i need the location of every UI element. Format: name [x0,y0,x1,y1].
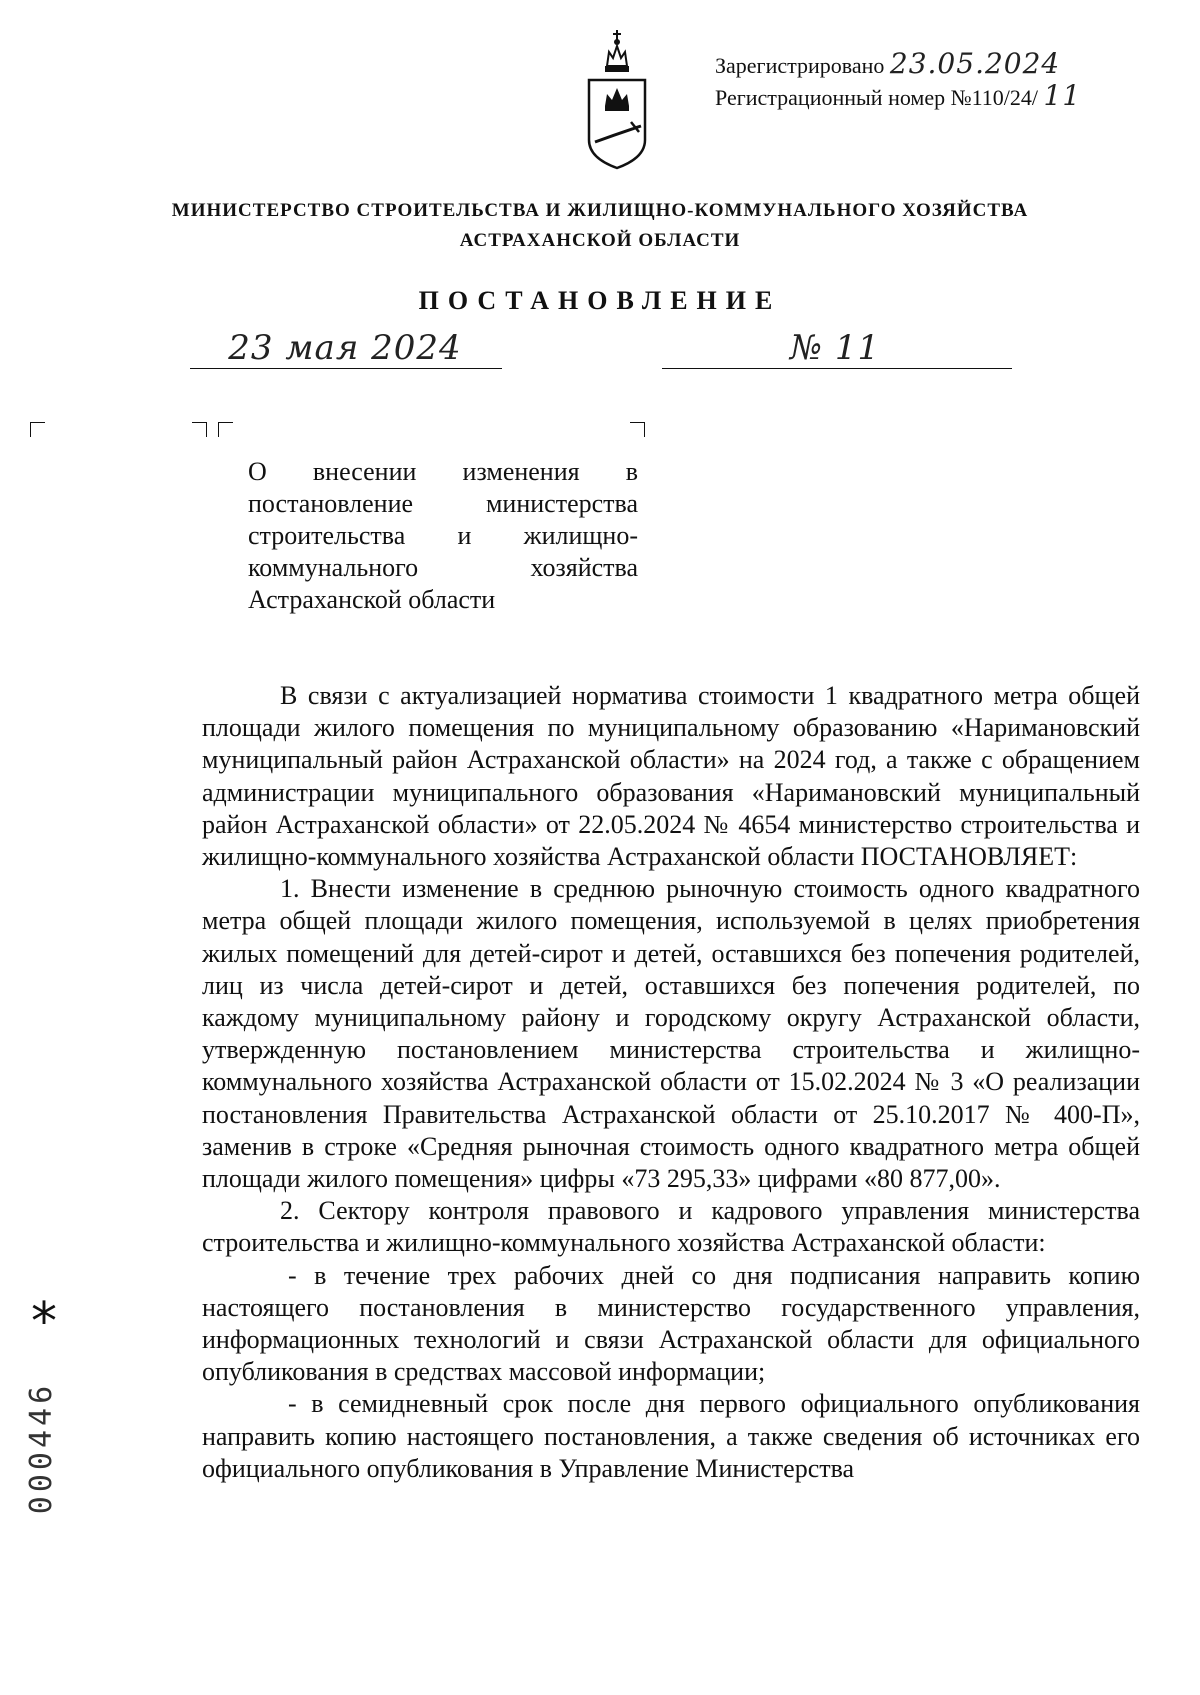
registration-date-line [715,47,1061,80]
document-body [202,680,1140,1485]
body-paragraph-item-2: 2. Сектору контроля правового и кадрового управления министерства строительства и жилищно-коммунального хозяйства Астраханской области: [202,1196,1140,1258]
body-paragraph-preamble: В связи с актуализацией норматива стоимости 1 квадратного метра общей площади жилого помещения по муниципальному образованию «Наримановский муниципальный район Астраханской области» на 2024 год, а также с обращением администрации муниципального образования «Наримановский муниципальный район Астраханской области» от 22.05.2024 № 4654 министерство строительства и жилищно-коммунального хозяйства Астраханской области ПОСТАНОВЛЯЕТ: [202,681,1140,872]
document-number-field [660,328,1010,368]
left-corner-mark [30,422,45,437]
body-paragraph-dash-2: - в семидневный срок после дня первого официального опубликования направить копию настоящего постановления, а также сведения об источниках его официального опубликования в Управление Министерства [202,1389,1140,1483]
document-type-title: ПОСТАНОВЛЕНИЕ [418,286,782,315]
margin-asterisk: * [31,1292,57,1352]
subject-corner-mark-1 [192,422,207,437]
registered-label: Зарегистрировано [715,53,885,78]
margin-serial-number: 000446 [24,1381,59,1515]
document-number-handwritten: № 11 [789,328,881,368]
registration-number-label: Регистрационный номер №110/24/ [715,85,1039,110]
document-date-handwritten: 23 мая 2024 [228,328,462,368]
body-paragraph-dash-1: - в течение трех рабочих дней со дня подписания направить копию настоящего постановления в министерство государственного управления, информационных технологий и связи Астраханской области для официального опубликования в средствах массовой информации; [202,1260,1140,1387]
number-underline [662,368,1012,369]
ministry-header-line1: МИНИСТЕРСТВО СТРОИТЕЛЬСТВА И ЖИЛИЩНО-КОММУНАЛЬНОГО ХОЗЯЙСТВА [171,200,1029,221]
registration-number-line [715,79,1082,112]
ministry-header-line2: АСТРАХАНСКОЙ ОБЛАСТИ [459,230,741,251]
registered-date-handwritten: 23.05.2024 [889,47,1061,80]
registration-number-handwritten: 11 [1043,79,1082,112]
document-subject: О внесении изменения в постановление министерства строительства и жилищно-коммунального хозяйства Астраханской области [248,457,638,614]
document-date-field [190,328,500,368]
subject-corner-mark-2 [218,422,233,437]
date-underline [190,368,502,369]
body-paragraph-item-1: 1. Внести изменение в среднюю рыночную стоимость одного квадратного метра общей площади жилого помещения, используемой в целях приобретения жилых помещений для детей-сирот и детей, оставшихся без попечения родителей, лиц из числа детей-сирот и детей, оставшихся без попечения родителей, по каждому муниципальному району и городскому округу Астраханской области, утвержденную постановлением министерства строительства и жилищно-коммунального хозяйства Астраханской области от 15.02.2024 № 3 «О реализации постановления Правительства Астраханской области от 25.10.2017 № 400-П», заменив в строке «Средняя рыночная стоимость одного квадратного метра общей площади жилого помещения» цифры «73 295,33» цифрами «80 877,00». [202,874,1140,1194]
coat-of-arms-emblem [585,22,649,170]
subject-corner-mark-3 [630,422,645,437]
